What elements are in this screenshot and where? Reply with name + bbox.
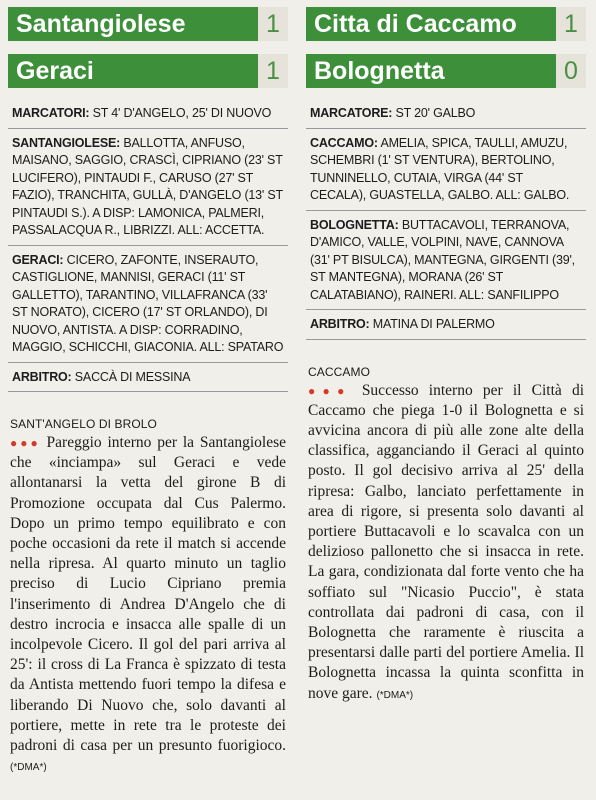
away-lineup-text: BUTTACAVOLI, TERRANOVA, D'AMICO, VALLE, VOLPINI, NAVE, CANNOVA (31' PT BISULCA), MANTEGNA, GIRGENTI (39', ST MANTEGNA), MORANA (26' ST CALATABIANO), RAINERI. ALL: SANFILIPPO	[310, 217, 575, 302]
referee-section	[306, 310, 586, 340]
home-lineup-label: CACCAMO:	[310, 135, 378, 150]
away-team-bar	[306, 54, 586, 88]
referee-section	[8, 363, 288, 393]
article-body	[8, 433, 288, 778]
home-lineup-text: BALLOTTA, ANFUSO, MAISANO, SAGGIO, CRASCÌ, CIPRIANO (23' ST LUCIFERO), PINTAUDI F., CARUSO (27' ST FAZIO), TRANCHITA, GULLÀ, D'ANGELO (13' ST PINTAUDI S.). A DISP: LAMONICA, PALMERI, PASSALACQUA R., LIBRIZZI. ALL: ACCETTA.	[12, 135, 283, 237]
scorers-section	[8, 99, 288, 129]
home-lineup-section	[306, 129, 586, 211]
home-lineup-label: SANTANGIOLESE:	[12, 135, 121, 150]
article-city: CACCAMO	[308, 364, 371, 379]
left-column	[8, 0, 288, 778]
right-column	[306, 0, 586, 706]
bullet-dots-icon: ●●●	[308, 383, 352, 398]
article-body	[306, 381, 586, 706]
home-team-bar	[8, 7, 288, 41]
referee-text: MATINA DI PALERMO	[372, 317, 495, 331]
home-team-name: Santangiolese	[16, 10, 186, 38]
scorers-text: ST 20' GALBO	[395, 106, 476, 120]
away-lineup-label: BOLOGNETTA:	[310, 217, 399, 232]
away-team-name: Bolognetta	[314, 57, 445, 85]
referee-label: ARBITRO:	[310, 317, 370, 331]
referee-text: SACCÀ DI MESSINA	[74, 369, 191, 384]
home-lineup-text: AMELIA, SPICA, TAULLI, AMUZU, SCHEMBRI (1' ST VENTURA), BERTOLINO, TUNNINELLO, CUTAIA, VIRGA (44' ST CECALA), GUASTELLA, GALBO. ALL: GALBO.	[310, 135, 570, 202]
scorers-section	[306, 99, 586, 129]
bullet-dots-icon: ●●●	[10, 436, 41, 450]
home-team-name: Citta di Caccamo	[314, 10, 517, 38]
away-team-score: 0	[556, 54, 586, 88]
away-lineup-section	[8, 246, 288, 363]
home-team-bar	[306, 7, 586, 41]
scorers-label: MARCATORI:	[12, 106, 90, 120]
away-lineup-label: GERACI:	[12, 252, 64, 267]
home-lineup-section	[8, 129, 288, 246]
away-team-name: Geraci	[16, 57, 94, 85]
away-lineup-text: CICERO, ZAFONTE, INSERAUTO, CASTIGLIONE, MANNISI, GERACI (11' ST GALLETTO), TARANTINO, VILLAFRANCA (33' ST NORATO), CICERO (17' ST ORLANDO), DI NUOVO, ANTISTA. A DISP: CORRADINO, MAGGIO, SCHICCHI, GIACONIA. ALL: SPATARO	[12, 252, 284, 354]
article-signature: (*DMA*)	[376, 689, 414, 701]
away-team-score: 1	[258, 54, 288, 88]
article-city: SANT'ANGELO DI BROLO	[10, 417, 157, 431]
scorers-text: ST 4' D'ANGELO, 25' DI NUOVO	[92, 106, 272, 120]
article-signature: (*DMA*)	[10, 762, 47, 774]
home-team-score: 1	[556, 7, 586, 41]
away-lineup-section	[306, 211, 586, 311]
article-text: Successo interno per il Città di Caccamo che piega 1-0 il Bolognetta e si avvicina ancora di più alle zone alte della classifica, agganciando il Geraci al quinto posto. Il gol decisivo arriva al 25' della ripresa: Galbo, lanciato perfettamente in area di rigore, si presenta solo davanti al portiere Buttacavoli e lo scavalca con un delizioso pallonetto che si insacca in rete. La gara, condizionata dal forte vento che ha soffiato sul "Nicasio Puccio", è stata controllata dai padroni di casa, con il Bolognetta che raramente è riuscita a presentarsi dalle parti del portiere Amelia. Il Bolognetta incassa la quinta sconfitta in nove gare.	[308, 381, 584, 702]
scorers-label: MARCATORE:	[310, 106, 393, 120]
away-team-bar	[8, 54, 288, 88]
referee-label: ARBITRO:	[12, 369, 72, 384]
article-text: Pareggio interno per la Santangiolese che «inciampa» sul Geraci e vede allontanarsi la vetta del girone B di Promozione occupata dal Cus Palermo. Dopo un primo tempo equilibrato e con poche occasioni da rete il match si accende nella ripresa. Al quarto minuto un taglio preciso di Lucio Cipriano premia l'inserimento di Andrea D'Angelo che di destro incrocia e insacca alle spalle di un incolpevole Cicero. Il gol del pari arriva al 25': il cross di La Franca è spizzato di testa da Antista mettendo fuori tempo la difesa e liberando Di Nuovo che, solo davanti al portiere, mette in rete tra le proteste dei padroni di casa per un presunto fuorigioco.	[10, 434, 286, 755]
home-team-score: 1	[258, 7, 288, 41]
